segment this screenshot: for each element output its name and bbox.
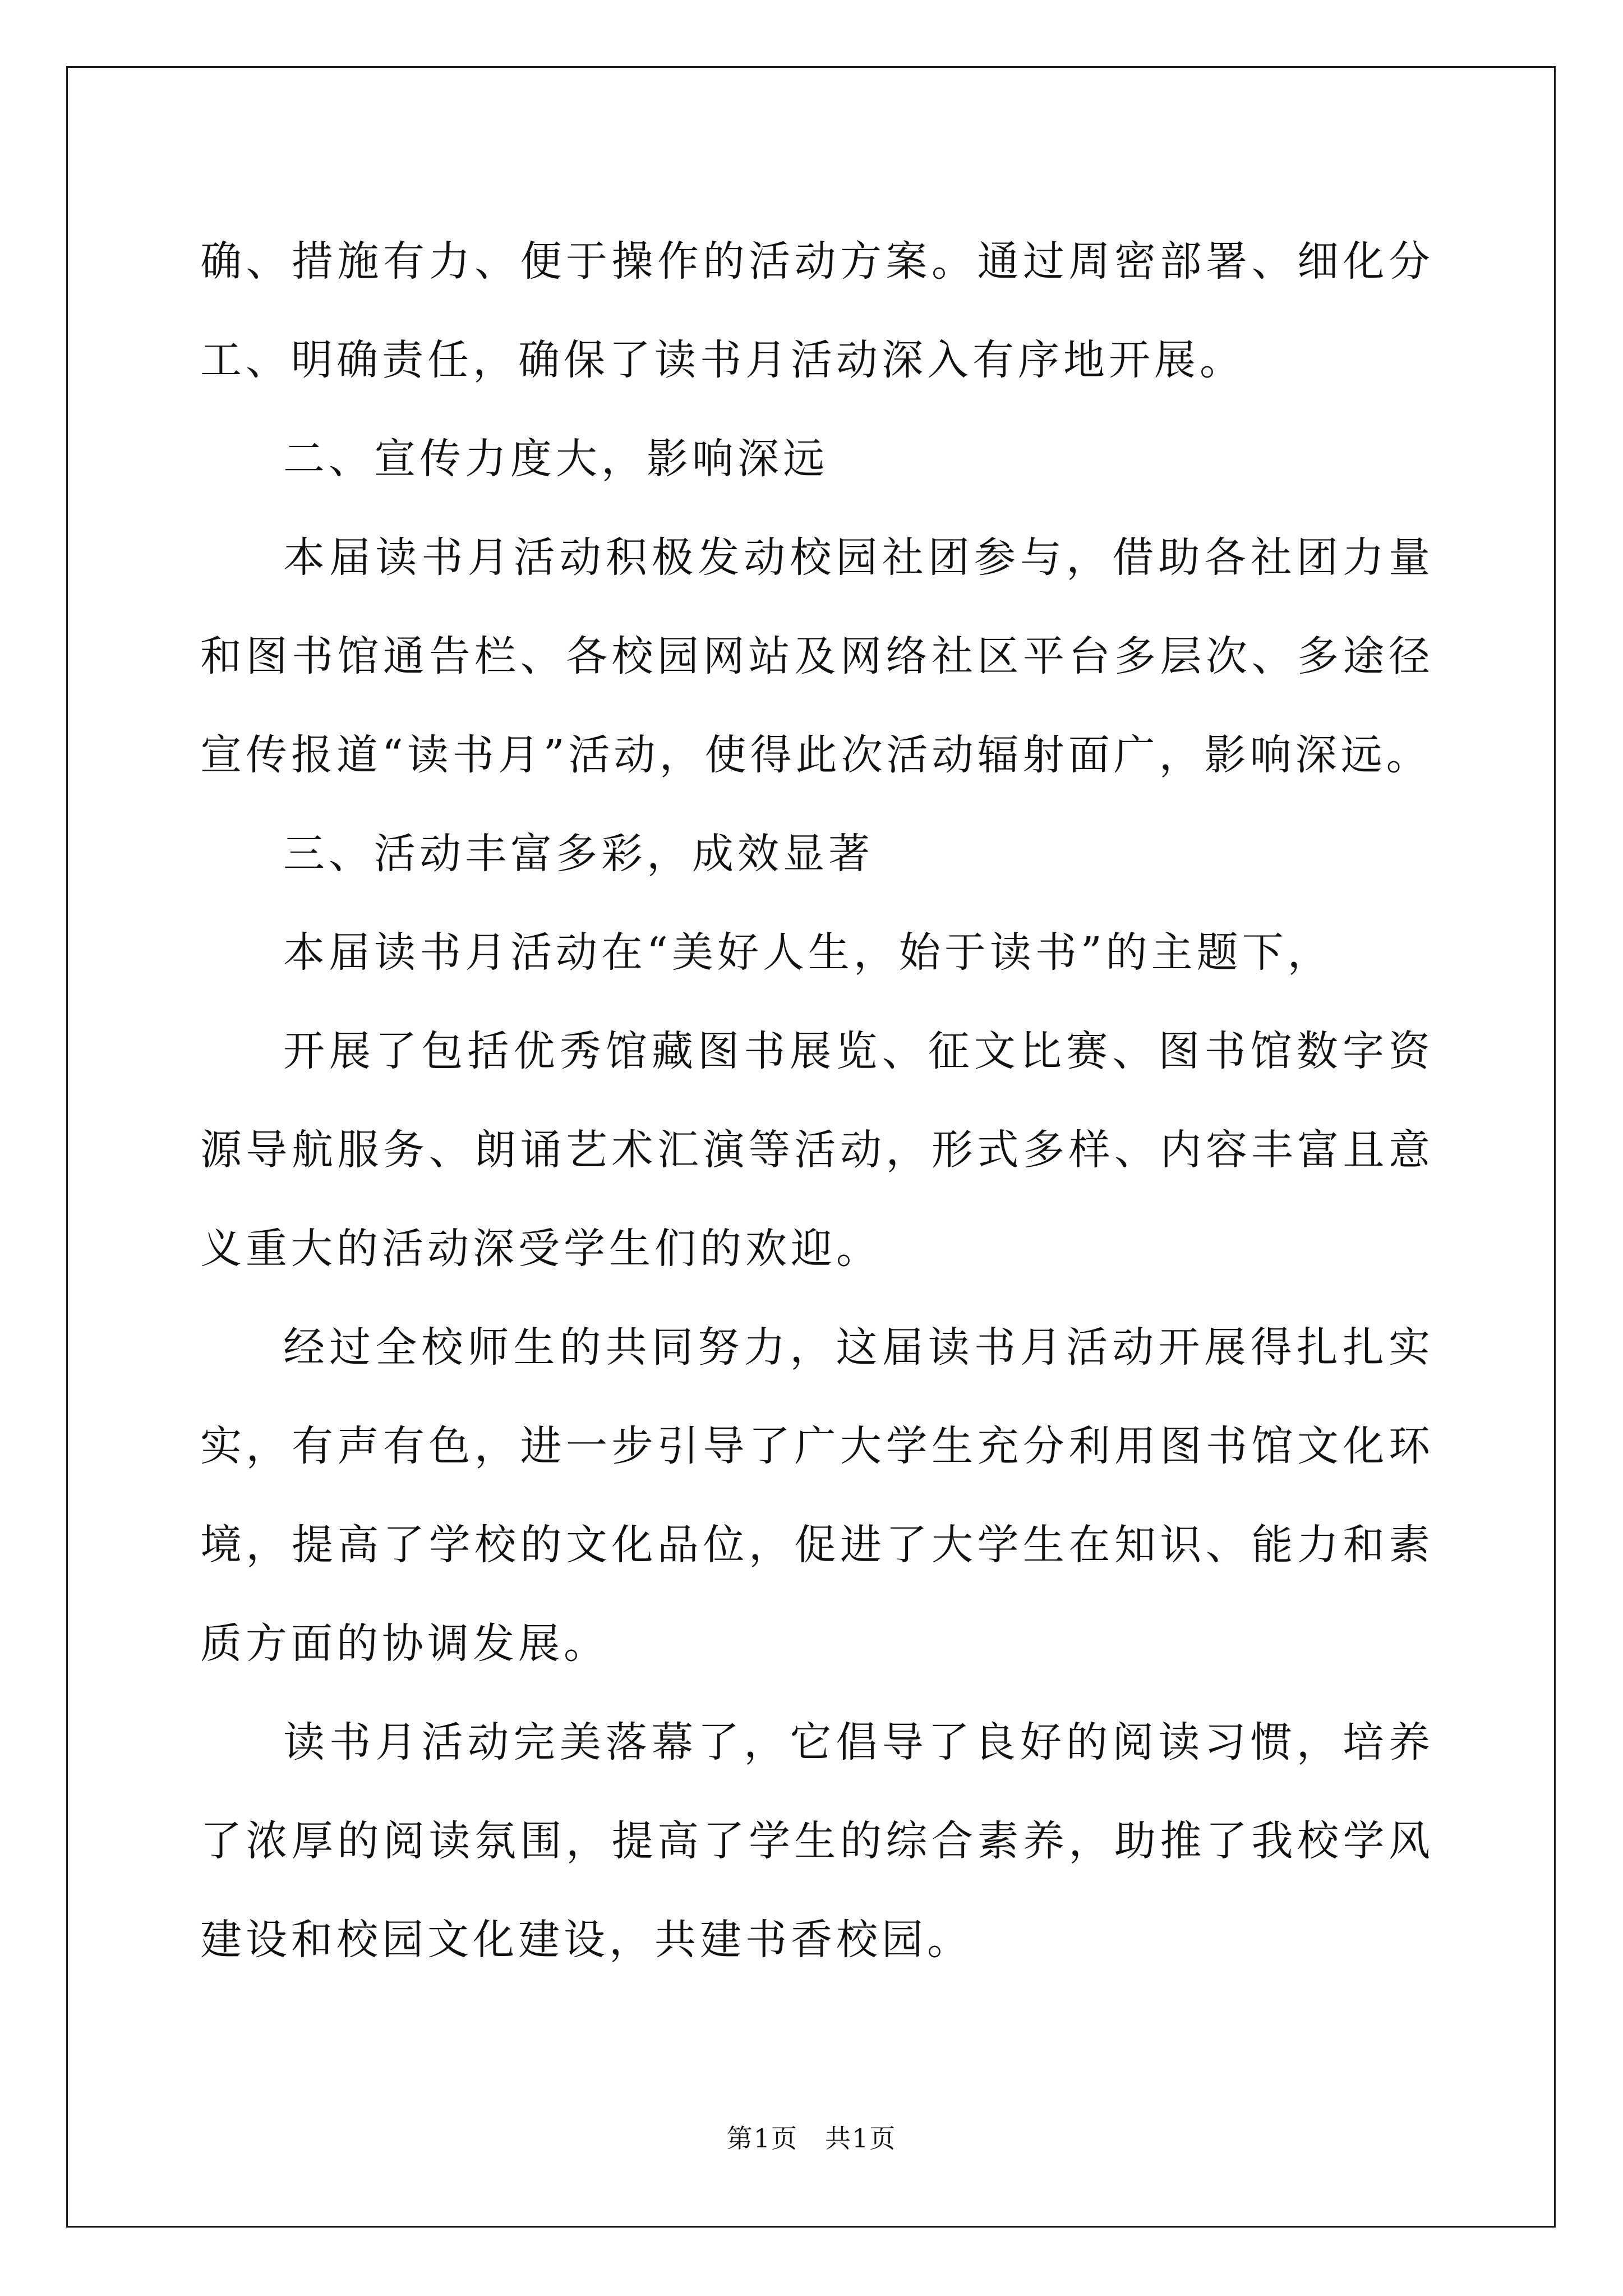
- paragraph-6: 开展了包括优秀馆藏图书展览、征文比赛、图书馆数字资源导航服务、朗诵艺术汇演等活动，形式多样、内容丰富且意义重大的活动深受学生们的欢迎。: [200, 1027, 1434, 1273]
- paragraph-1: 确、措施有力、便于操作的活动方案。通过周密部署、细化分工、明确责任，确保了读书月活动深入有序地开展。: [200, 237, 1434, 384]
- section-heading-3: 三、活动丰富多彩，成效显著: [283, 830, 874, 878]
- paragraph-8: 读书月活动完美落幕了，它倡导了良好的阅读习惯，培养了浓厚的阅读氛围，提高了学生的综合素养，助推了我校学风建设和校园文化建设，共建书香校园。: [200, 1718, 1434, 1964]
- page-number-footer: 第1页 共1页: [726, 2123, 897, 2154]
- paragraph-7: 经过全校师生的共同努力，这届读书月活动开展得扎扎实实，有声有色，进一步引导了广大学生充分利用图书馆文化环境，提高了学校的文化品位，促进了大学生在知识、能力和素质方面的协调发展。: [200, 1323, 1434, 1668]
- paragraph-3: 本届读书月活动积极发动校园社团参与，借助各社团力量和图书馆通告栏、各校园网站及网络社区平台多层次、多途径宣传报道“读书月”活动，使得此次活动辐射面广，影响深远。: [200, 533, 1434, 779]
- section-heading-2: 二、宣传力度大，影响深远: [283, 435, 828, 483]
- document-body: [200, 212, 1434, 1989]
- paragraph-5: 本届读书月活动在“美好人生，始于读书”的主题下，: [283, 928, 1333, 977]
